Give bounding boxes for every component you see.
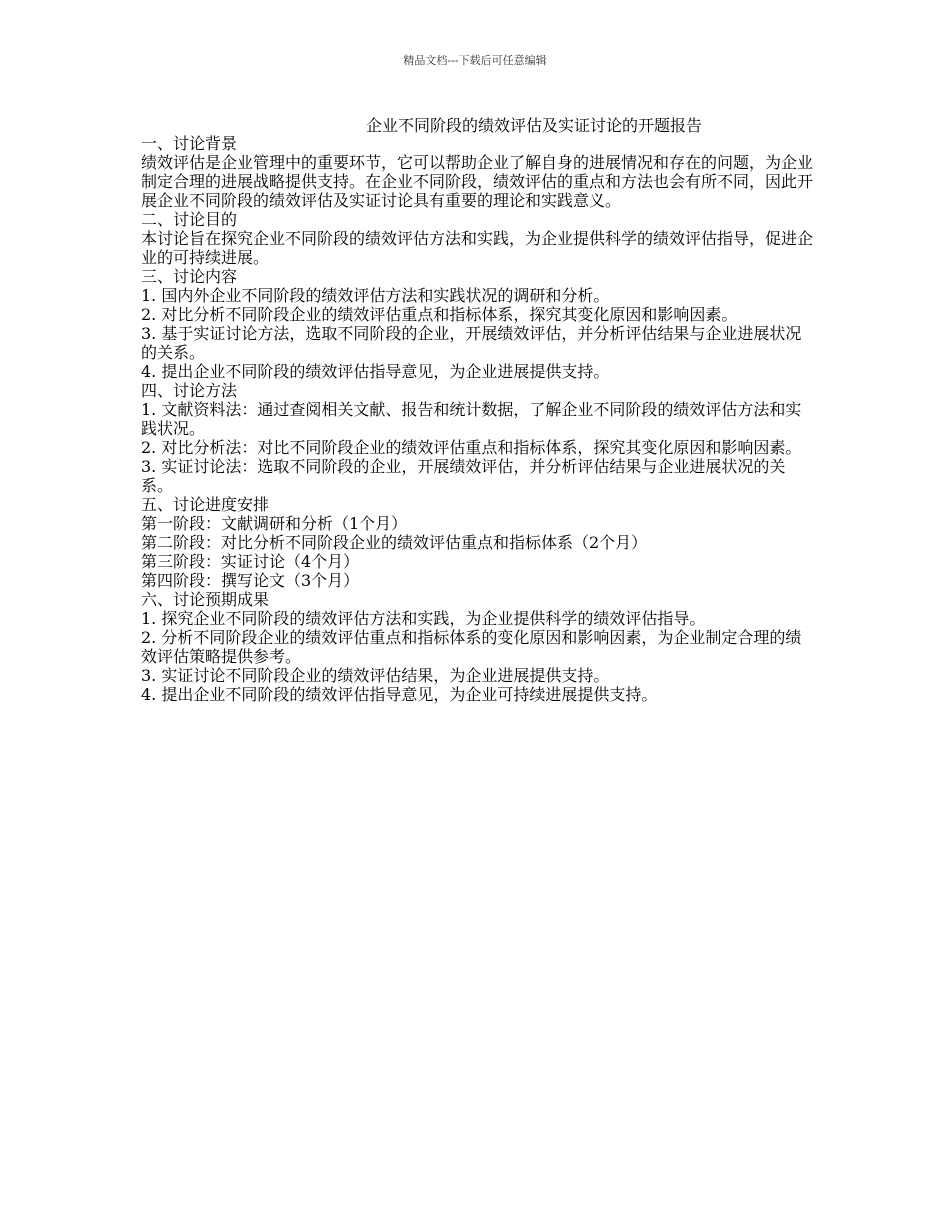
document-body (141, 134, 813, 704)
section-heading-methods: 四、讨论方法 (141, 381, 238, 400)
section-heading-content: 三、讨论内容 (141, 267, 238, 286)
page-header: 精品文档---下载后可任意编辑 (403, 54, 547, 67)
document-title: 企业不同阶段的绩效评估及实证讨论的开题报告 (366, 116, 703, 135)
content-item: 4. 提出企业不同阶段的绩效评估指导意见，为企业进展提供支持。 (141, 362, 610, 381)
section-heading-background: 一、讨论背景 (141, 134, 238, 153)
outcome-item: 4. 提出企业不同阶段的绩效评估指导意见，为企业可持续进展提供支持。 (141, 685, 658, 704)
section-heading-outcomes: 六、讨论预期成果 (141, 590, 270, 609)
background-paragraph: 绩效评估是企业管理中的重要环节，它可以帮助企业了解自身的进展情况和存在的问题，为企业制定合理的进展战略提供支持。在企业不同阶段，绩效评估的重点和方法也会有所不同，因此开展企业不同阶段的绩效评估及实证讨论具有重要的理论和实践意义。 (141, 153, 814, 210)
schedule-item: 第三阶段：实证讨论（4个月） (141, 552, 360, 571)
content-item: 3. 基于实证讨论方法，选取不同阶段的企业，开展绩效评估，并分析评估结果与企业进展状况的关系。 (141, 324, 802, 362)
content-item: 1. 国内外企业不同阶段的绩效评估方法和实践状况的调研和分析。 (141, 286, 610, 305)
outcome-item: 3. 实证讨论不同阶段企业的绩效评估结果，为企业进展提供支持。 (141, 666, 610, 685)
method-item: 2. 对比分析法：对比不同阶段企业的绩效评估重点和指标体系，探究其变化原因和影响因素。 (141, 438, 802, 457)
purpose-paragraph: 本讨论旨在探究企业不同阶段的绩效评估方法和实践，为企业提供科学的绩效评估指导，促进企业的可持续进展。 (141, 229, 814, 267)
schedule-item: 第四阶段：撰写论文（3个月） (141, 571, 360, 590)
method-item: 1. 文献资料法：通过查阅相关文献、报告和统计数据，了解企业不同阶段的绩效评估方法和实践状况。 (141, 400, 802, 438)
schedule-item: 第一阶段：文献调研和分析（1个月） (141, 514, 408, 533)
section-heading-purpose: 二、讨论目的 (141, 210, 238, 229)
schedule-item: 第二阶段：对比分析不同阶段企业的绩效评估重点和指标体系（2个月） (141, 533, 648, 552)
section-heading-schedule: 五、讨论进度安排 (141, 495, 270, 514)
method-item: 3. 实证讨论法：选取不同阶段的企业，开展绩效评估，并分析评估结果与企业进展状况的关系。 (141, 457, 786, 495)
outcome-item: 2. 分析不同阶段企业的绩效评估重点和指标体系的变化原因和影响因素，为企业制定合理的绩效评估策略提供参考。 (141, 628, 802, 666)
content-item: 2. 对比分析不同阶段企业的绩效评估重点和指标体系，探究其变化原因和影响因素。 (141, 305, 738, 324)
outcome-item: 1. 探究企业不同阶段的绩效评估方法和实践，为企业提供科学的绩效评估指导。 (141, 609, 706, 628)
